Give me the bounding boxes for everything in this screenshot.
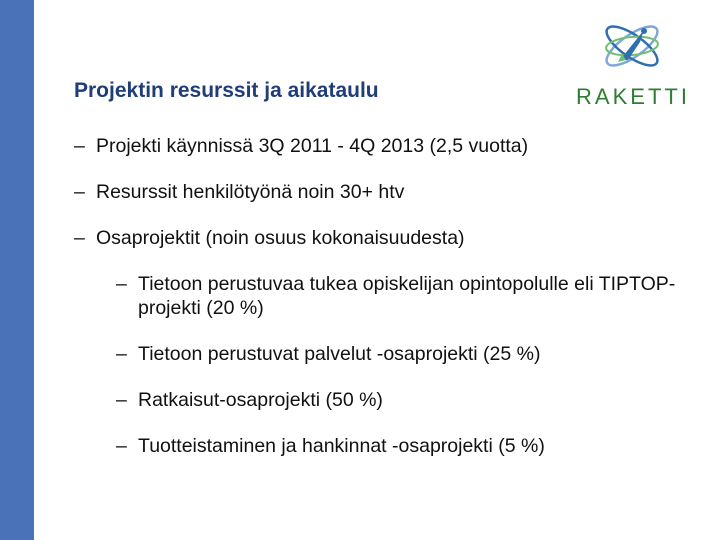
bullet-text: Tietoon perustuvat palvelut -osaprojekti (25 %) [138,343,541,365]
bullet-item [74,226,694,250]
bullet-item [74,134,694,158]
bullet-text: Projekti käynnissä 3Q 2011 - 4Q 2013 (2,5 vuotta) [96,135,529,157]
bullet-text: Ratkaisut-osaprojekti (50 %) [138,389,383,411]
raketti-logo-icon [560,14,700,84]
sub-bullet-item [116,434,676,458]
bullet-dash: – [116,343,127,365]
left-accent-bar [0,0,34,540]
bullet-dash: – [74,181,85,203]
sub-bullet-item [116,342,676,366]
bullet-text: Tuotteistaminen ja hankinnat -osaprojekti (5 %) [138,435,545,457]
sub-bullet-item [116,272,676,320]
bullet-text: Tietoon perustuvaa tukea opiskelijan opintopolulle eli TIPTOP-projekti (20 %) [138,273,676,319]
bullet-text: Osaprojektit (noin osuus kokonaisuudesta) [96,227,465,249]
bullet-dash: – [116,273,127,295]
bullet-dash: – [74,135,85,157]
bullet-dash: – [74,227,85,249]
sub-bullet-item [116,388,676,412]
bullet-text: Resurssit henkilötyönä noin 30+ htv [96,181,405,203]
bullet-dash: – [116,435,127,457]
raketti-logo [560,14,700,109]
bullet-dash: – [116,389,127,411]
bullet-item [74,180,694,204]
bullet-list [74,134,694,480]
slide-title: Projektin resurssit ja aikataulu [74,79,379,102]
logo-text: RAKETTI [576,84,690,109]
